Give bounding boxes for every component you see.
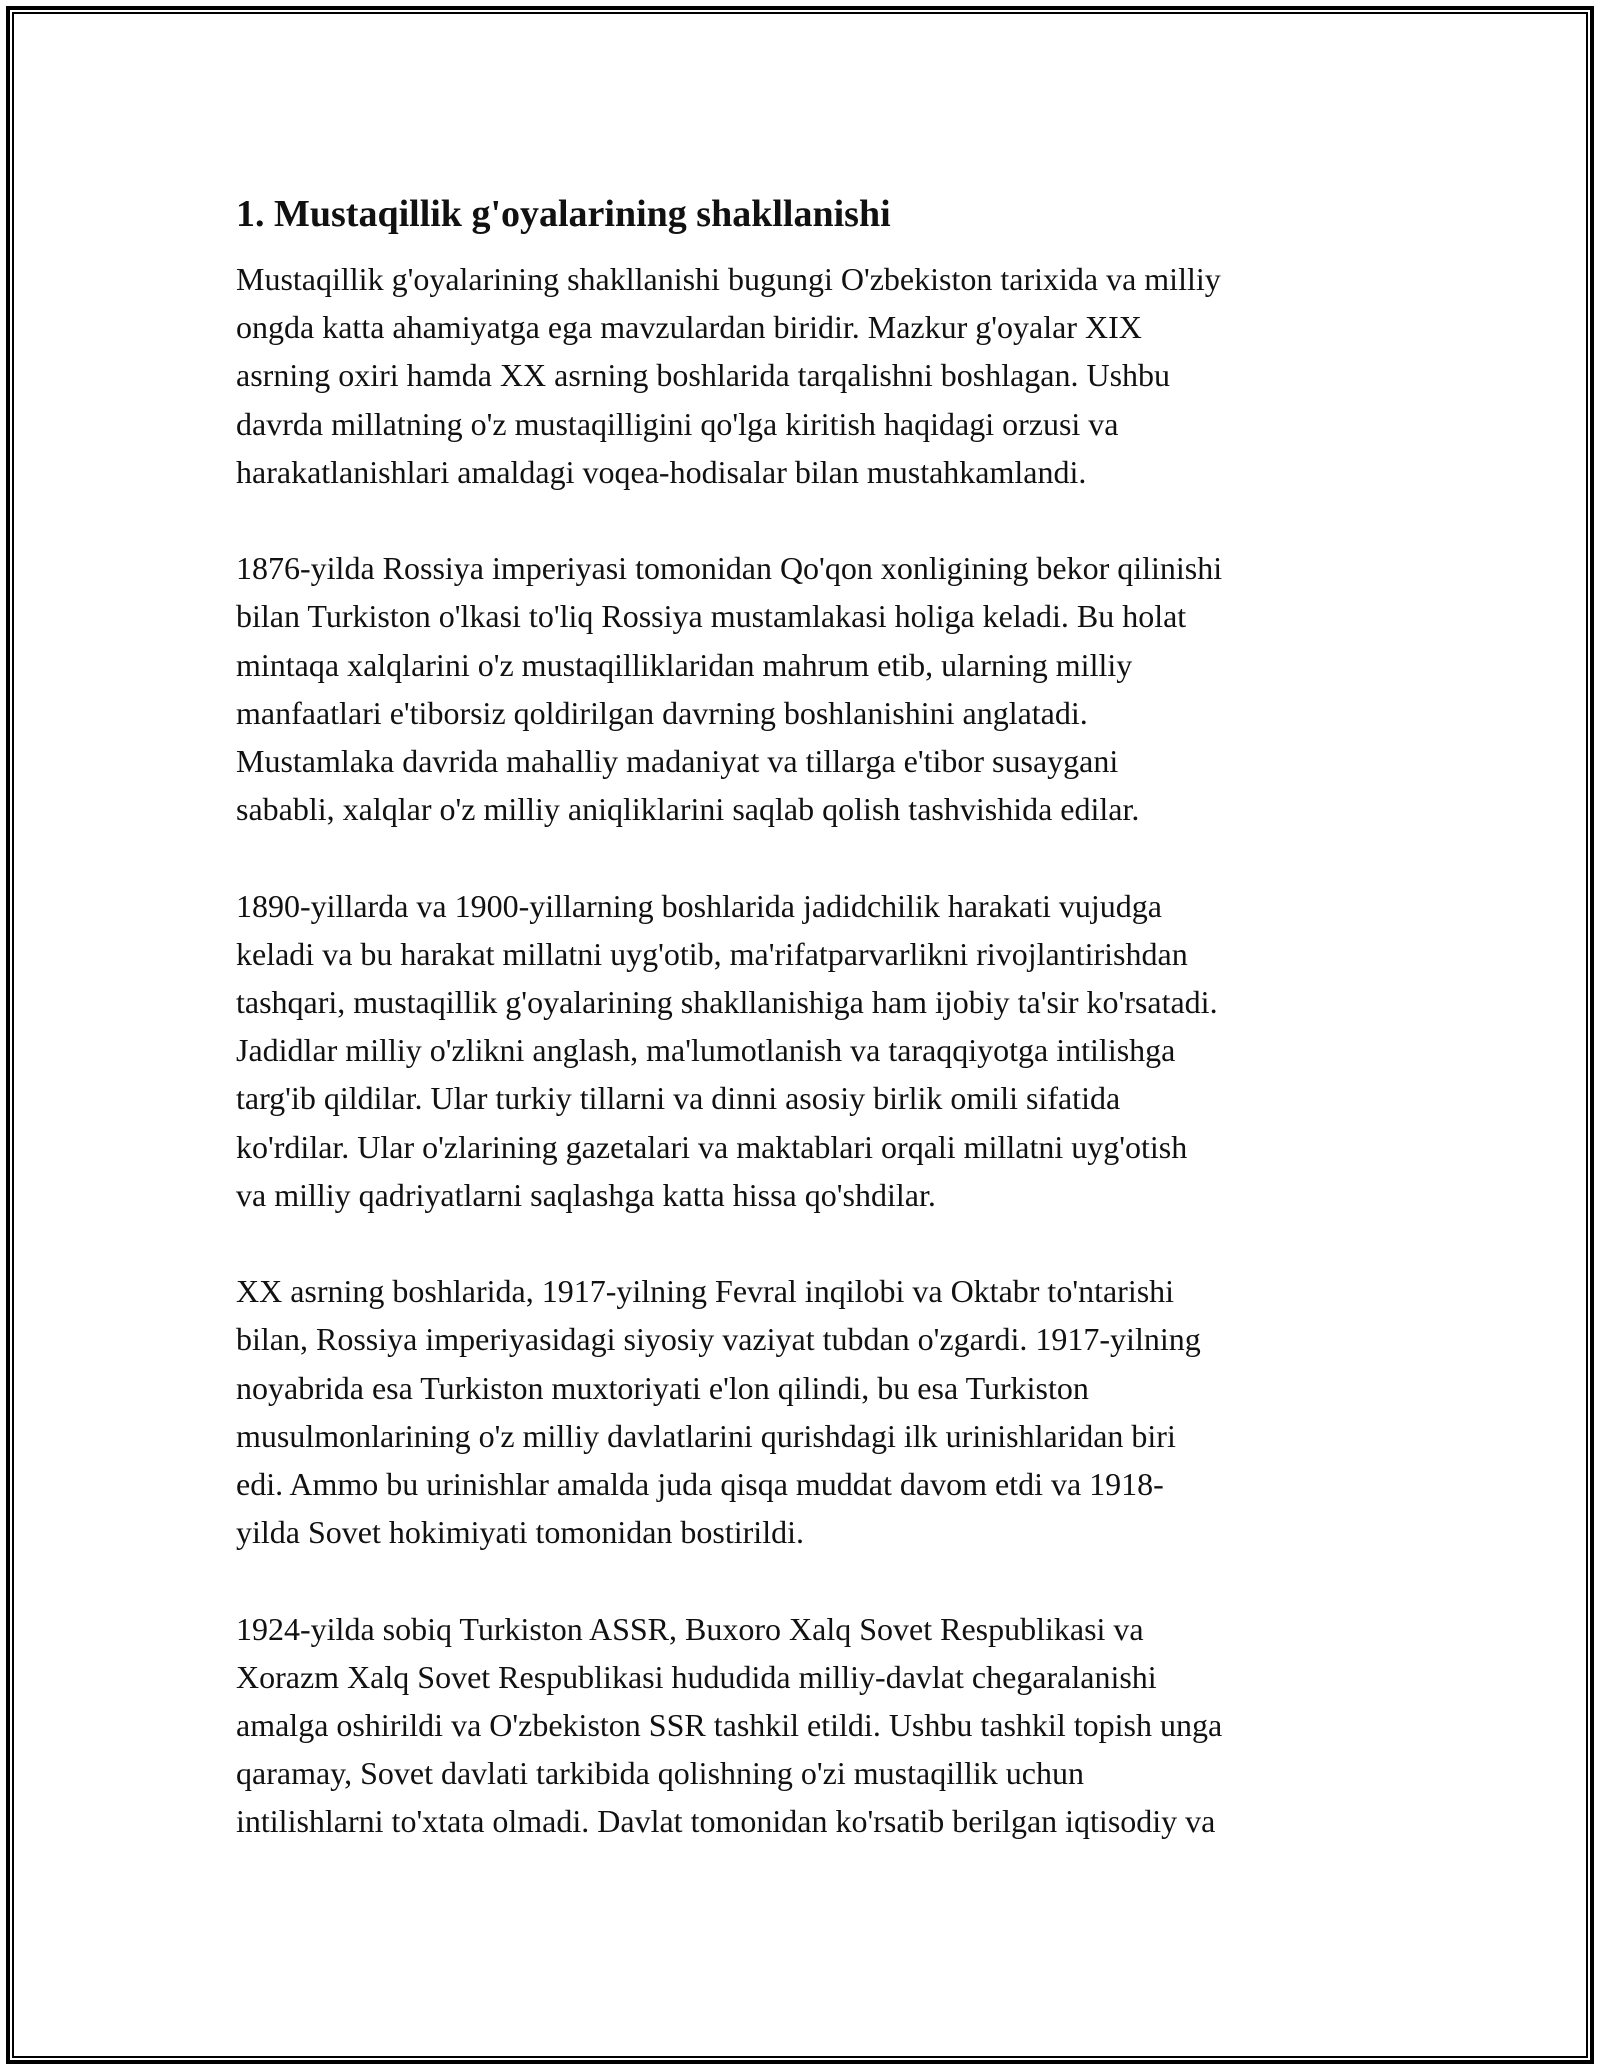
text-line: intilishlarni to'xtata olmadi. Davlat tomonidan ko'rsatib berilgan iqtisodiy va	[236, 1803, 1216, 1840]
text-line: bilan, Rossiya imperiyasidagi siyosiy vaziyat tubdan o'zgardi. 1917-yilning	[236, 1321, 1201, 1358]
text-line: 1890-yillarda va 1900-yillarning boshlarida jadidchilik harakati vujudga	[236, 887, 1162, 924]
text-line: ko'rdilar. Ular o'zlarining gazetalari va maktablari orqali millatni uyg'otish	[236, 1128, 1188, 1165]
text-line: targ'ib qildilar. Ular turkiy tillarni va dinni asosiy birlik omili sifatida	[236, 1080, 1121, 1117]
text-line: bilan Turkiston o'lkasi to'liq Rossiya mustamlakasi holiga keladi. Bu holat	[236, 598, 1187, 635]
text-line: sababli, xalqlar o'z milliy aniqliklarini saqlab qolish tashvishida edilar.	[236, 791, 1140, 828]
text-line: Jadidlar milliy o'zlikni anglash, ma'lumotlanish va taraqqiyotga intilishga	[236, 1032, 1176, 1069]
paragraph	[236, 1267, 1386, 1556]
text-line: ongda katta ahamiyatga ega mavzulardan biridir. Mazkur g'oyalar XIX	[236, 309, 1142, 346]
text-line: qaramay, Sovet davlati tarkibida qolishning o'zi mustaqillik uchun	[236, 1755, 1084, 1792]
text-line: Mustamlaka davrida mahalliy madaniyat va tillarga e'tibor susaygani	[236, 743, 1119, 780]
text-line: Xorazm Xalq Sovet Respublikasi hududida milliy-davlat chegaralanishi	[236, 1658, 1157, 1695]
text-line: musulmonlarining o'z milliy davlatlarini qurishdagi ilk urinishlaridan biri	[236, 1417, 1176, 1454]
text-line: XX asrning boshlarida, 1917-yilning Fevral inqilobi va Oktabr to'ntarishi	[236, 1273, 1175, 1310]
text-line: yilda Sovet hokimiyati tomonidan bostirildi.	[236, 1514, 804, 1551]
text-line: 1876-yilda Rossiya imperiyasi tomonidan Qo'qon xonligining bekor qilinishi	[236, 550, 1223, 587]
paragraph	[236, 1605, 1386, 1846]
text-line: Mustaqillik g'oyalarining shakllanishi bugungi O'zbekiston tarixida va milliy	[236, 261, 1221, 297]
paragraph	[236, 544, 1386, 833]
text-line: asrning oxiri hamda XX asrning boshlarida tarqalishni boshlagan. Ushbu	[236, 357, 1171, 394]
text-line: davrda millatning o'z mustaqilligini qo'lga kiritish haqidagi orzusi va	[236, 405, 1119, 442]
text-line: keladi va bu harakat millatni uyg'otib, ma'rifatparvarlikni rivojlantirishdan	[236, 935, 1188, 972]
text-line: manfaatlari e'tiborsiz qoldirilgan davrning boshlanishini anglatadi.	[236, 694, 1088, 731]
text-line: harakatlanishlari amaldagi voqea-hodisalar bilan mustahkamlandi.	[236, 453, 1087, 490]
text-line: amalga oshirildi va O'zbekiston SSR tashkil etildi. Ushbu tashkil topish unga	[236, 1707, 1223, 1744]
text-line: noyabrida esa Turkiston muxtoriyati e'lon qilindi, bu esa Turkiston	[236, 1369, 1089, 1406]
paragraph	[236, 882, 1386, 1219]
section-heading: 1. Mustaqillik g'oyalarining shakllanishi	[236, 193, 891, 235]
text-line: 1924-yilda sobiq Turkiston ASSR, Buxoro Xalq Sovet Respublikasi va	[236, 1610, 1144, 1647]
text-line: tashqari, mustaqillik g'oyalarining shakllanishiga ham ijobiy ta'sir ko'rsatadi.	[236, 984, 1218, 1021]
paragraph	[236, 255, 1386, 496]
text-line: va milliy qadriyatlarni saqlashga katta hissa qo'shdilar.	[236, 1176, 936, 1213]
document-page	[236, 185, 1386, 1894]
text-line: edi. Ammo bu urinishlar amalda juda qisqa muddat davom etdi va 1918-	[236, 1466, 1164, 1503]
text-line: mintaqa xalqlarini o'z mustaqilliklaridan mahrum etib, ularning milliy	[236, 646, 1133, 683]
